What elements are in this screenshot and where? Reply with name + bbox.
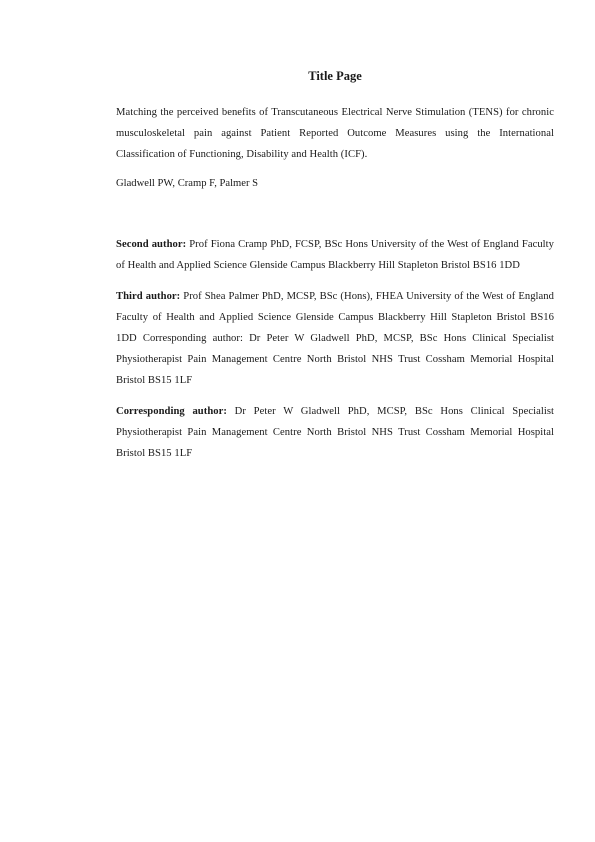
second-author-label: Second author: [116, 239, 187, 250]
paragraph-gap [116, 276, 554, 286]
third-author-block [116, 286, 554, 391]
corresponding-author-label: Corresponding author: [116, 406, 227, 417]
section-spacer [116, 194, 554, 234]
second-author-block [116, 234, 554, 276]
second-author-text: Prof Fiona Cramp PhD, FCSP, BSc Hons University of the West of England Faculty of Health and Applied Science Glenside Campus Blackberry Hill Stapleton Bristol BS16 1DD [116, 239, 554, 271]
third-author-label: Third author: [116, 291, 181, 302]
paragraph-gap [116, 391, 554, 401]
page-content [116, 66, 554, 464]
page-heading: Title Page [308, 69, 362, 83]
author-list: Gladwell PW, Cramp F, Palmer S [116, 178, 259, 189]
third-author-text: Prof Shea Palmer PhD, MCSP, BSc (Hons), FHEA University of the West of England Faculty of Health and Applied Science Glenside Campus Blackberry Hill Stapleton Bristol BS16 1DD Corresponding author: Dr Peter W Gladwell PhD, MCSP, BSc Hons Clinical Specialist Physiotherapist Pain Management Centre North Bristol NHS Trust Cossham Memorial Hospital Bristol BS15 1LF [116, 291, 554, 386]
corresponding-author-text: Dr Peter W Gladwell PhD, MCSP, BSc Hons Clinical Specialist Physiotherapist Pain Management Centre North Bristol NHS Trust Cossham Memorial Hospital Bristol BS15 1LF [116, 406, 555, 459]
corresponding-author-block [116, 401, 554, 464]
paper-title: Matching the perceived benefits of Transcutaneous Electrical Nerve Stimulation (TENS) for chronic musculoskeletal pain against Patient Reported Outcome Measures using the International Classification of Functioning, Disability and Health (ICF). [116, 107, 554, 160]
